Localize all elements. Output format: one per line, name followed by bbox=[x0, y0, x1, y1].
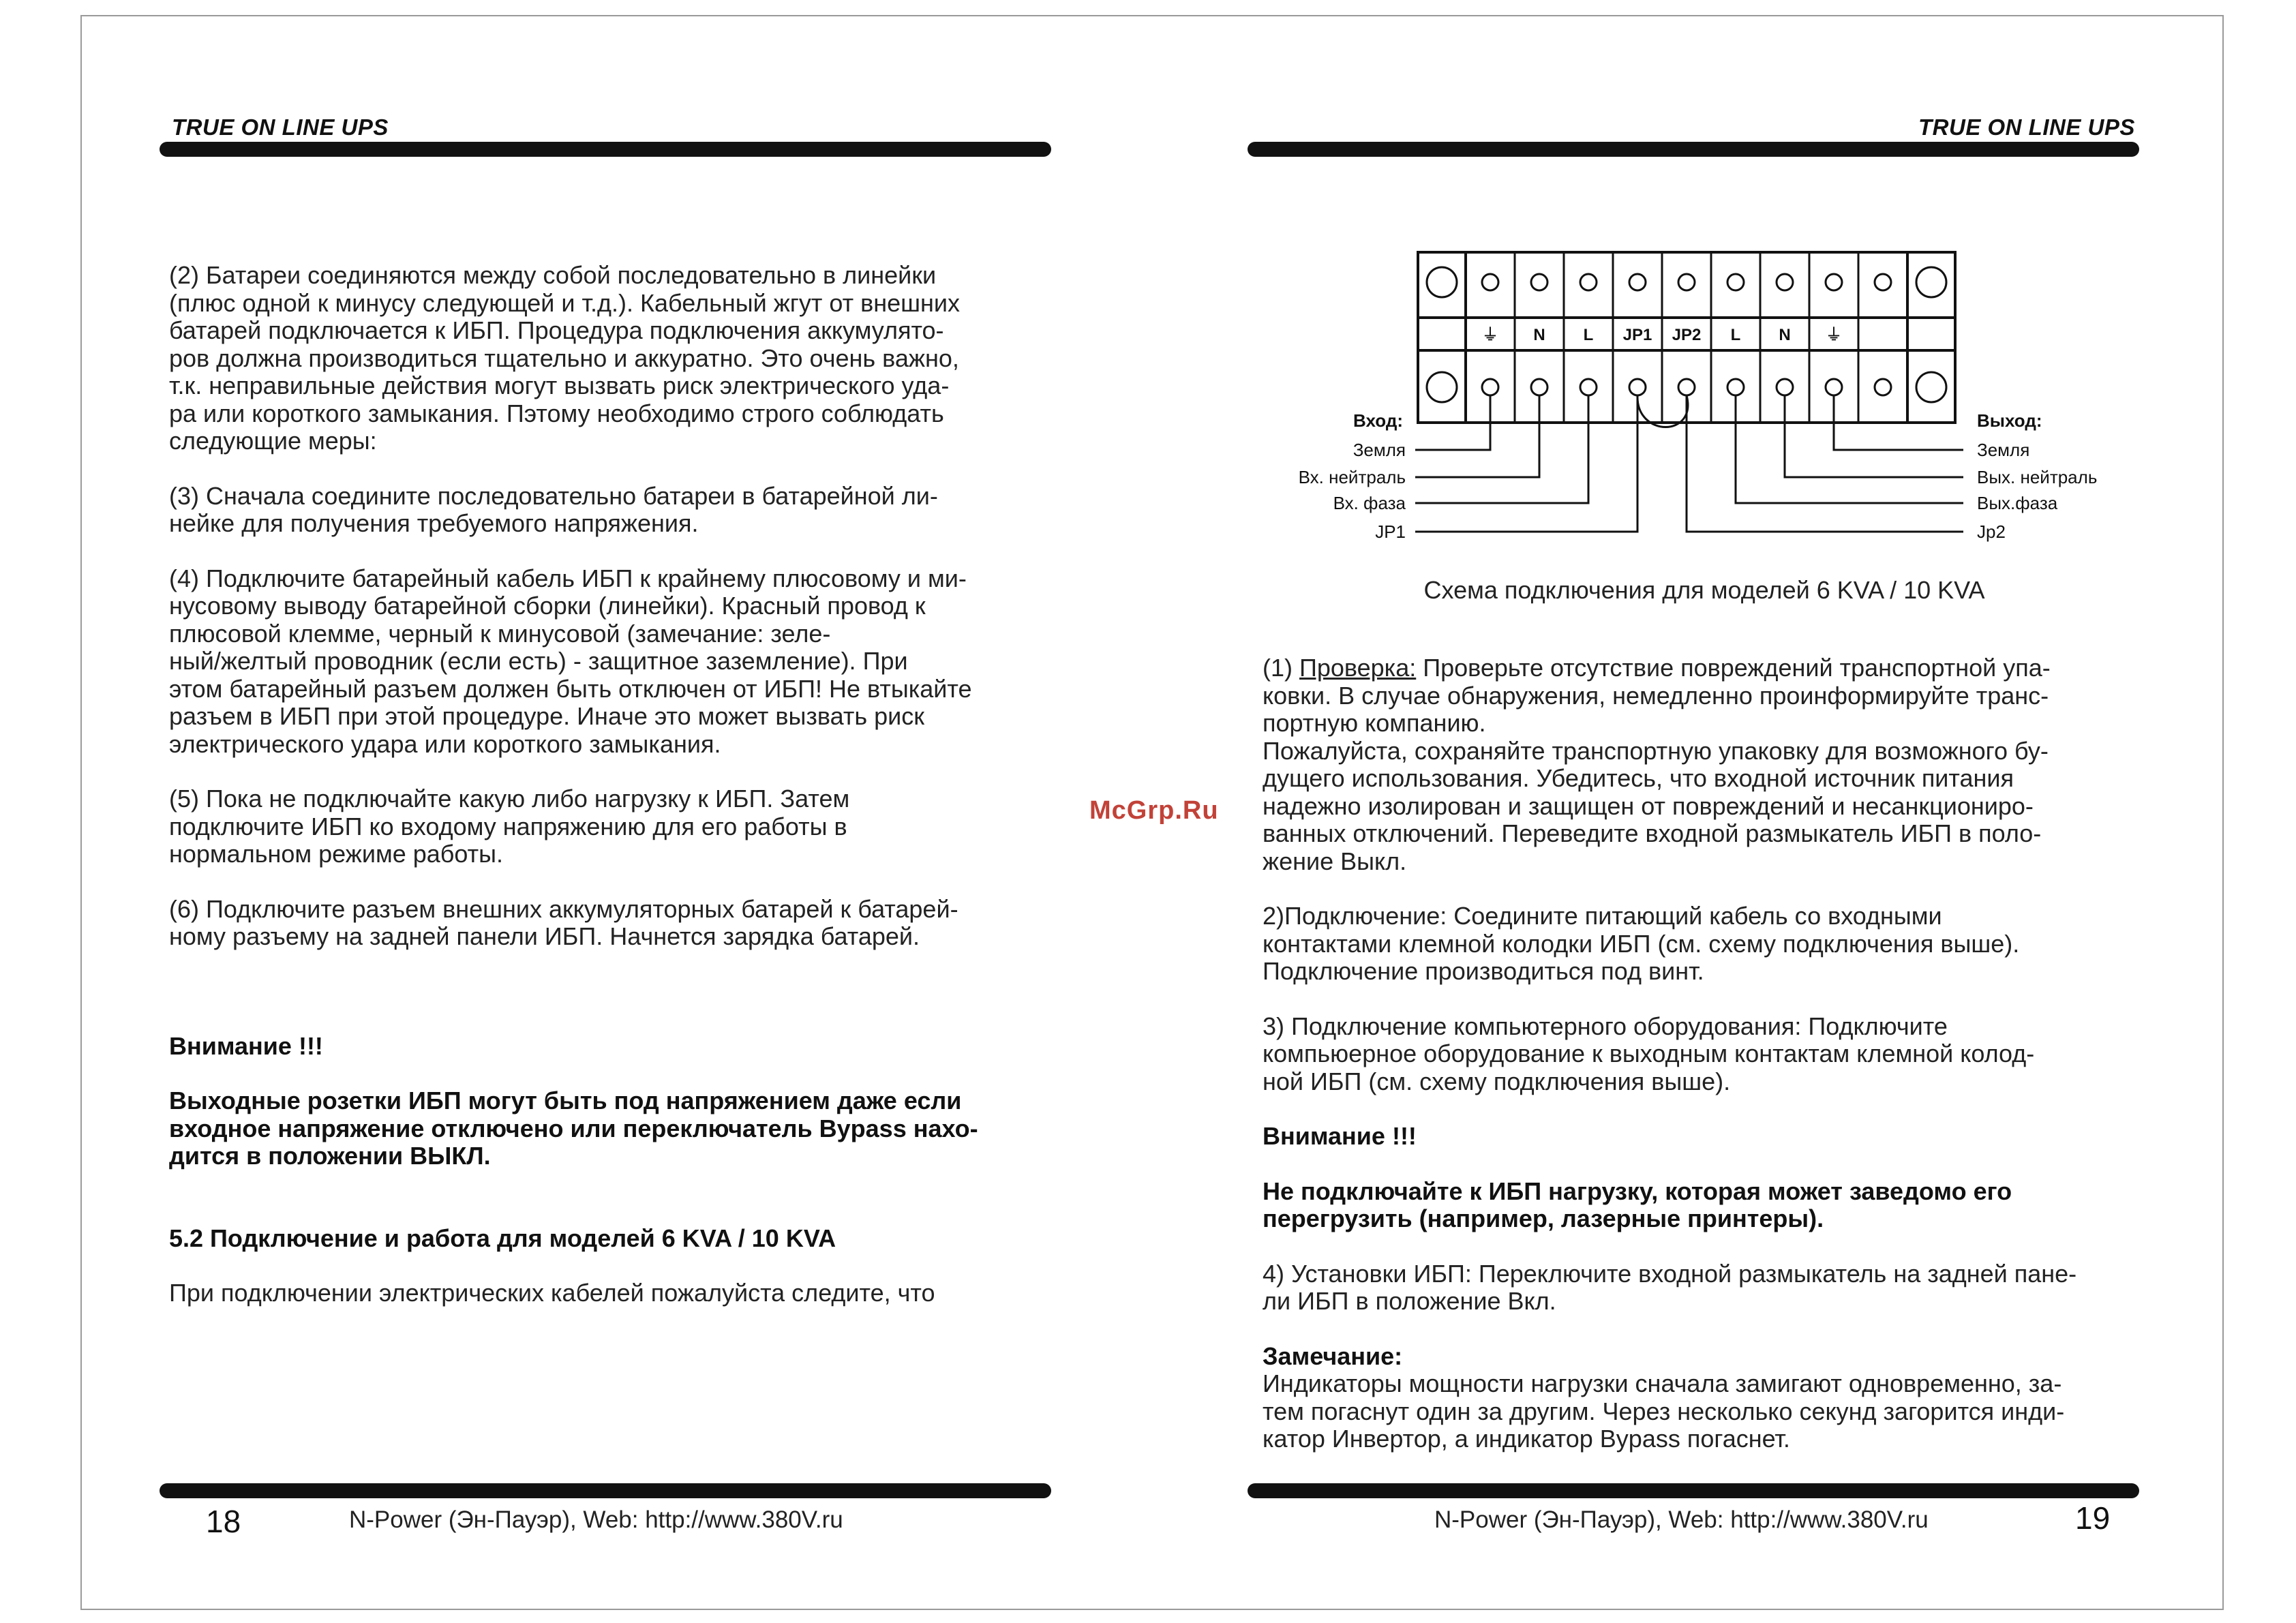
paragraph-step-5: (5) Пока не подключайте какую либо нагрузку к ИБП. Затем подключите ИБП ко входому напряжению для его работы в нормальном режиме работы. bbox=[169, 785, 850, 868]
watermark: McGrp.Ru bbox=[1089, 796, 1219, 825]
terminal-label-jp1: JP1 bbox=[1622, 326, 1652, 344]
paragraph-inspection bbox=[1263, 654, 2143, 875]
footer-left: N-Power (Эн-Пауэр), Web: http://www.380V.ru bbox=[349, 1506, 843, 1533]
terminal-label-l-out: L bbox=[1730, 326, 1741, 344]
terminal-block-diagram bbox=[1254, 243, 2168, 543]
output-label-phase: Вых.фаза bbox=[1977, 493, 2058, 513]
header-title-right: TRUE ON LINE UPS bbox=[1918, 115, 2135, 140]
inspection-prefix: (1) bbox=[1263, 654, 1299, 682]
terminal-label-n-in: N bbox=[1533, 326, 1545, 344]
output-label-jp2: Jp2 bbox=[1977, 521, 2006, 542]
footer-right: N-Power (Эн-Пауэр), Web: http://www.380V.ru bbox=[1434, 1506, 1929, 1533]
warning-title-right: Внимание !!! bbox=[1263, 1122, 1417, 1150]
mounting-hole bbox=[1916, 267, 1946, 297]
input-label-phase: Вх. фаза bbox=[1333, 493, 1406, 513]
output-label-neutral: Вых. нейтраль bbox=[1977, 467, 2098, 487]
paragraph-step-6: (6) Подключите разъем внешних аккумуляторных батарей к батарей- ному разъему на задней панели ИБП. Начнется зарядка батарей. bbox=[169, 894, 958, 950]
mounting-hole bbox=[1916, 372, 1946, 402]
paragraph-connection: 2)Подключение: Соедините питающий кабель со входными контактами клемной колодки ИБП (см. схему подключения выше). Подключение производиться под винт. bbox=[1263, 902, 2020, 985]
diagram-caption: Схема подключения для моделей 6 KVA / 10 KVA bbox=[1423, 576, 1985, 604]
page-number-right: 19 bbox=[2075, 1500, 2111, 1536]
paragraph-step-4: (4) Подключите батарейный кабель ИБП к крайнему плюсовому и ми- нусовому выводу батарейной сборки (линейки). Красный провод к плюсовой клемме, черный к минусовой (замечание: зеле- ный/желтый проводник (если есть) - защитное заземление). При этом батарейный разъем должен быть отключен от ИБП! Не втыкайте разъем в ИБП при этой процедуре. Иначе это может вызвать риск электрического удара или короткого замыкания. bbox=[169, 564, 972, 758]
inspection-text: Проверьте отсутствие повреждений транспортной упа- ковки. В случае обнаружения, немедленно проинформируйте транс- портную компанию. Пожалуйста, сохраняйте транспортную упаковку для возможного бу- дущего использования. Убедитесь, что входной источник питания надежно изолирован и защищен от повреждений и несанкциониро- ванных отключений. Переведите входной размыкатель ИБП в поло- жение Выкл. bbox=[1263, 654, 2051, 875]
header-rule-left bbox=[160, 142, 1051, 157]
paragraph-step-3: (3) Сначала соедините последовательно батареи в батарейной ли- нейке для получения требуемого напряжения. bbox=[169, 481, 938, 537]
mounting-hole bbox=[1427, 267, 1457, 297]
right-column bbox=[1263, 654, 2143, 1481]
footer-rule-right bbox=[1248, 1483, 2139, 1498]
terminal-label-l-in: L bbox=[1583, 326, 1594, 344]
note-title: Замечание: bbox=[1263, 1341, 1403, 1370]
terminal-label-ground-out: ⏚ bbox=[1826, 326, 1842, 344]
input-label-neutral: Вх. нейтраль bbox=[1298, 467, 1406, 487]
footer-rule-left bbox=[160, 1483, 1051, 1498]
paragraph-computer-equipment: 3) Подключение компьютерного оборудования: Подключите компьюерное оборудование к выходным контактам клемной колод- ной ИБП (см. схему подключения выше). bbox=[1263, 1012, 2035, 1095]
page-number-left: 18 bbox=[206, 1504, 241, 1539]
mounting-hole bbox=[1427, 372, 1457, 402]
warning-title: Внимание !!! bbox=[169, 1031, 323, 1060]
section-intro-text: При подключении электрических кабелей пожалуйста следите, что bbox=[169, 1279, 935, 1307]
note-text: Индикаторы мощности нагрузки сначала замигают одновременно, за- тем погаснут один за другим. Через несколько секунд загорится инди- катор Инвертор, а индикатор Bypass погаснет. bbox=[1263, 1369, 2065, 1453]
inspection-label: Проверка: bbox=[1299, 654, 1417, 682]
header-title-left: TRUE ON LINE UPS bbox=[172, 115, 389, 140]
output-label-ground: Земля bbox=[1977, 440, 2030, 460]
warning-text-right: Не подключайте к ИБП нагрузку, которая может заведомо его перегрузить (например, лазерные принтеры). bbox=[1263, 1177, 2012, 1232]
paragraph-ups-settings: 4) Установки ИБП: Переключите входной размыкатель на задней пане- ли ИБП в положение Вкл. bbox=[1263, 1259, 2077, 1315]
left-column bbox=[169, 262, 1053, 1335]
terminal-label-ground-in: ⏚ bbox=[1482, 326, 1498, 344]
output-title: Выход: bbox=[1977, 410, 2042, 431]
input-label-jp1: JP1 bbox=[1375, 521, 1406, 542]
section-title: 5.2 Подключение и работа для моделей 6 KVA / 10 KVA bbox=[169, 1224, 836, 1252]
input-label-ground: Земля bbox=[1353, 440, 1406, 460]
warning-text: Выходные розетки ИБП могут быть под напряжением даже если входное напряжение отключено или переключатель Bypass нахо- дится в положении ВЫКЛ. bbox=[169, 1087, 978, 1170]
header-rule-right bbox=[1248, 142, 2139, 157]
terminal-label-n-out: N bbox=[1779, 326, 1791, 344]
input-title: Вход: bbox=[1353, 410, 1403, 431]
terminal-label-jp2: JP2 bbox=[1672, 326, 1702, 344]
paragraph-batteries-series: (2) Батареи соединяются между собой последовательно в линейки (плюс одной к минусу следующей и т.д.). Кабельный жгут от внешних батарей подключается к ИБП. Процедура подключения аккумулято- ров должна производиться тщательно и аккуратно. Это очень важно, т.к. неправильные действия могут вызвать риск электрического уда- ра или короткого замыкания. Пэтому необходимо строго соблюдать следующие меры: bbox=[169, 261, 961, 455]
